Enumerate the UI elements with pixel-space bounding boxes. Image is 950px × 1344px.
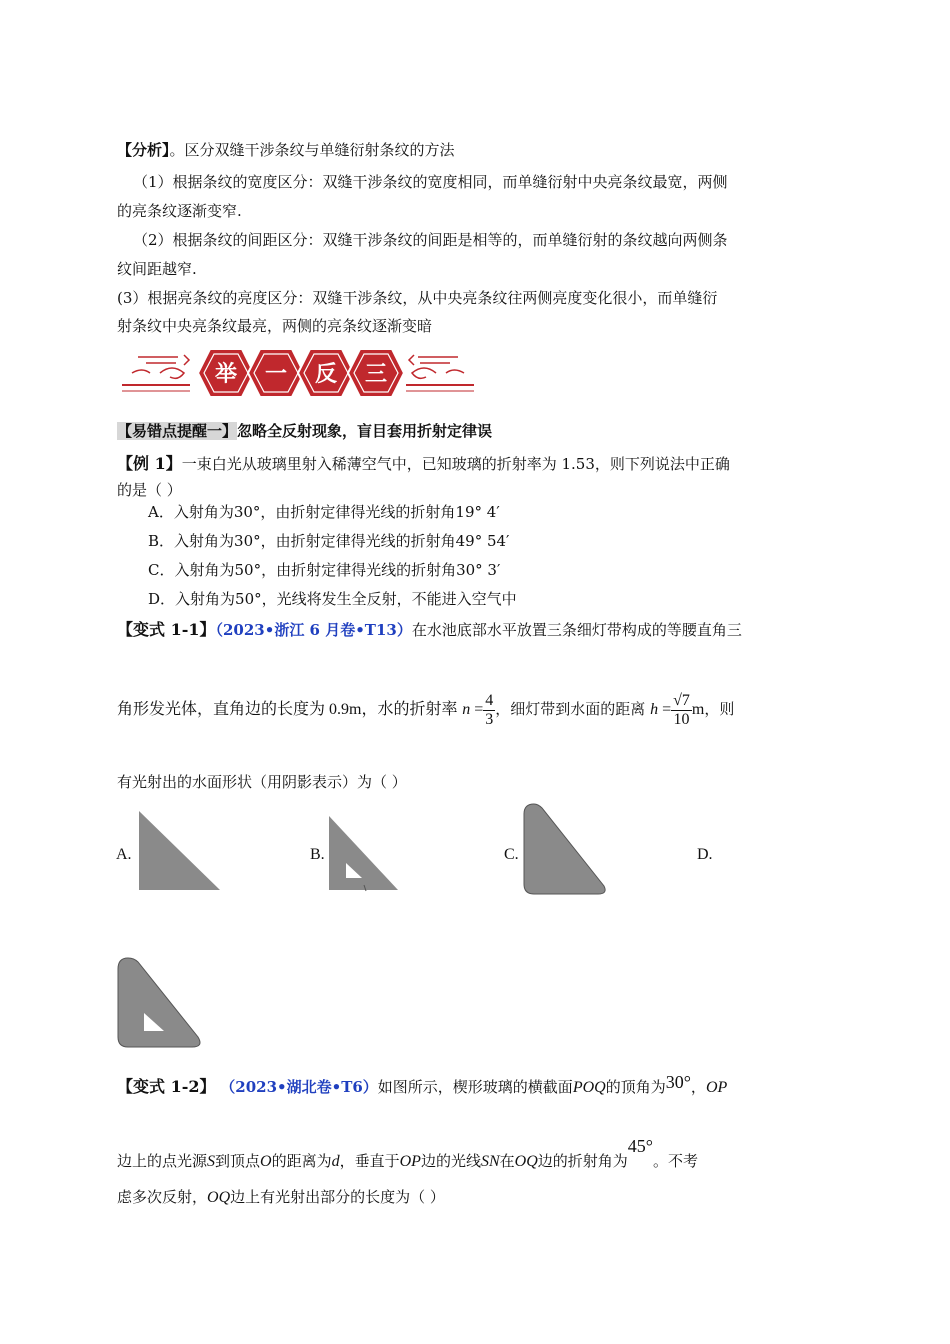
- banner-decoration: [118, 343, 478, 403]
- variant11-stem-b3: ，则: [704, 700, 735, 718]
- analysis-p1a: （1）根据条纹的宽度区分：双缝干涉条纹的宽度相同，而单缝衍射中央亮条纹最宽，两侧: [133, 173, 728, 191]
- variant12-line-3: [117, 1186, 445, 1209]
- variant11-source: （2023•浙江 6 月卷•T13）: [215, 621, 412, 639]
- variant11-n-symbol: n: [462, 701, 471, 718]
- banner-char-4: 三: [364, 362, 387, 387]
- banner-char-3: 反: [314, 362, 337, 387]
- variant11-n-num: 4: [485, 691, 494, 709]
- variant12-angle45: 45°: [627, 1136, 653, 1156]
- example1-stem-a: [117, 454, 730, 474]
- variant11-n-fraction: [483, 692, 495, 729]
- variant12-stem-b7: 边的折射角为: [537, 1152, 628, 1170]
- choice-b-triangle[interactable]: [326, 813, 402, 893]
- variant12-stem-c2: 边上有光射出部分的长度为（ ）: [230, 1188, 445, 1206]
- reminder-text: 忽略全反射现象，盲目套用折射定律误: [237, 422, 493, 440]
- variant12-line-2: [117, 1135, 698, 1173]
- variant12-oq2: OQ: [207, 1189, 231, 1206]
- variant12-poq: POQ: [572, 1079, 606, 1096]
- choice-d-rounded-triangle[interactable]: [114, 955, 206, 1051]
- variant11-h-unit: m: [691, 701, 705, 718]
- choice-label-b: B.: [310, 846, 325, 863]
- variant11-stem-a: 在水池底部水平放置三条细灯带构成的等腰直角三: [411, 621, 742, 639]
- banner-char-1: 举: [214, 362, 237, 387]
- analysis-line-1: [117, 140, 455, 160]
- variant12-stem-a1: 如图所示，楔形玻璃的横截面: [377, 1078, 573, 1096]
- analysis-p1b: 的亮条纹逐渐变窄.: [117, 202, 242, 220]
- variant12-stem-a2: 的顶角为: [605, 1078, 666, 1096]
- variant12-stem-b8: 。不考: [652, 1152, 698, 1170]
- variant11-stem-c: 有光射出的水面形状（用阴影表示）为（ ）: [117, 773, 407, 791]
- variant12-stem-b4: ，垂直于: [339, 1152, 400, 1170]
- analysis-heading: 【分析】: [117, 141, 170, 159]
- banner-char-2: 一: [264, 362, 287, 387]
- variant11-stem-b1: 角形发光体，直角边的长度为 0.9m，水的折射率: [117, 701, 458, 718]
- choice-a-triangle[interactable]: [136, 808, 224, 894]
- variant12-d: d: [331, 1153, 340, 1170]
- reminder-line: [117, 421, 492, 441]
- variant11-stem-b2: ，细灯带到水面的距离: [495, 700, 646, 718]
- variant12-sn: SN: [480, 1153, 500, 1170]
- variant12-op: OP: [705, 1079, 728, 1096]
- variant12-line-1: [117, 1071, 727, 1099]
- example1-option-a: A．入射角为30°，由折射定律得光线的折射角19° 4′: [148, 503, 500, 521]
- variant12-angle30: 30°: [665, 1072, 691, 1092]
- choice-label-c: C.: [504, 846, 519, 863]
- variant11-line-2: 角形发光体，直角边的长度为 0.9m，水的折射率 n = $\frac{4}{3}$ ，细灯带到水面的距离 h = $\frac{√7}{10}$ m，则: [117, 691, 735, 728]
- example1-stem-b: 的是（ ）: [117, 481, 182, 499]
- variant11-h-den: 10: [673, 710, 690, 728]
- variant11-line-1: [117, 620, 742, 640]
- analysis-p2a: （2）根据条纹的间距区分：双缝干涉条纹的间距是相等的，而单缝衍射的条纹越向两侧条: [133, 231, 728, 249]
- choice-c-rounded-triangle[interactable]: [520, 800, 612, 900]
- variant12-stem-b5: 边的光线: [420, 1152, 481, 1170]
- variant11-h-num: √7: [673, 691, 690, 709]
- variant12-label: 【变式 1-2】: [117, 1077, 216, 1096]
- reminder-tag: 【易错点提醒一】: [117, 422, 238, 440]
- variant11-n-den: 3: [485, 710, 494, 728]
- variant12-stem-a3: ，: [690, 1078, 706, 1096]
- example1-stem-a-text: 一束白光从玻璃里射入稀薄空气中，已知玻璃的折射率为 1.53，则下列说法中正确: [181, 455, 730, 473]
- variant12-stem-c1: 虑多次反射，: [117, 1188, 208, 1206]
- variant12-op2: OP: [399, 1153, 421, 1170]
- variant11-h-symbol: h: [650, 701, 659, 718]
- variant12-s: S: [207, 1153, 216, 1170]
- analysis-p3b: 射条纹中央亮条纹最亮，两侧的亮条纹逐渐变暗: [117, 317, 433, 335]
- example1-option-b: B．入射角为30°，由折射定律得光线的折射角49° 54′: [148, 532, 510, 550]
- variant12-source: （2023•湖北卷•T6）: [220, 1078, 378, 1096]
- variant12-stem-b6: 在: [499, 1152, 515, 1170]
- variant12-stem-b3: 的距离为: [271, 1152, 332, 1170]
- variant11-h-fraction: [671, 692, 692, 729]
- choice-label-d: D.: [697, 846, 713, 863]
- example1-option-c: C．入射角为50°，由折射定律得光线的折射角30° 3′: [148, 561, 501, 579]
- variant12-o: O: [260, 1153, 272, 1170]
- variant11-label: 【变式 1-1】: [117, 620, 216, 639]
- example1-option-d: D．入射角为50°，光线将发生全反射，不能进入空气中: [148, 590, 517, 608]
- variant12-stem-b1: 边上的点光源: [117, 1152, 208, 1170]
- analysis-p3a: (3）根据亮条纹的亮度区分：双缝干涉条纹，从中央亮条纹往两侧亮度变化很小，而单缝衍: [117, 289, 718, 307]
- banner: [118, 343, 478, 403]
- variant12-stem-b2: 到顶点: [215, 1152, 261, 1170]
- choice-label-a: A.: [116, 846, 132, 863]
- analysis-p2b: 纹间距越窄.: [117, 260, 197, 278]
- example1-label: 【例 1】: [117, 454, 182, 473]
- analysis-intro: 。区分双缝干涉条纹与单缝衍射条纹的方法: [169, 141, 455, 159]
- variant12-oq: OQ: [514, 1153, 538, 1170]
